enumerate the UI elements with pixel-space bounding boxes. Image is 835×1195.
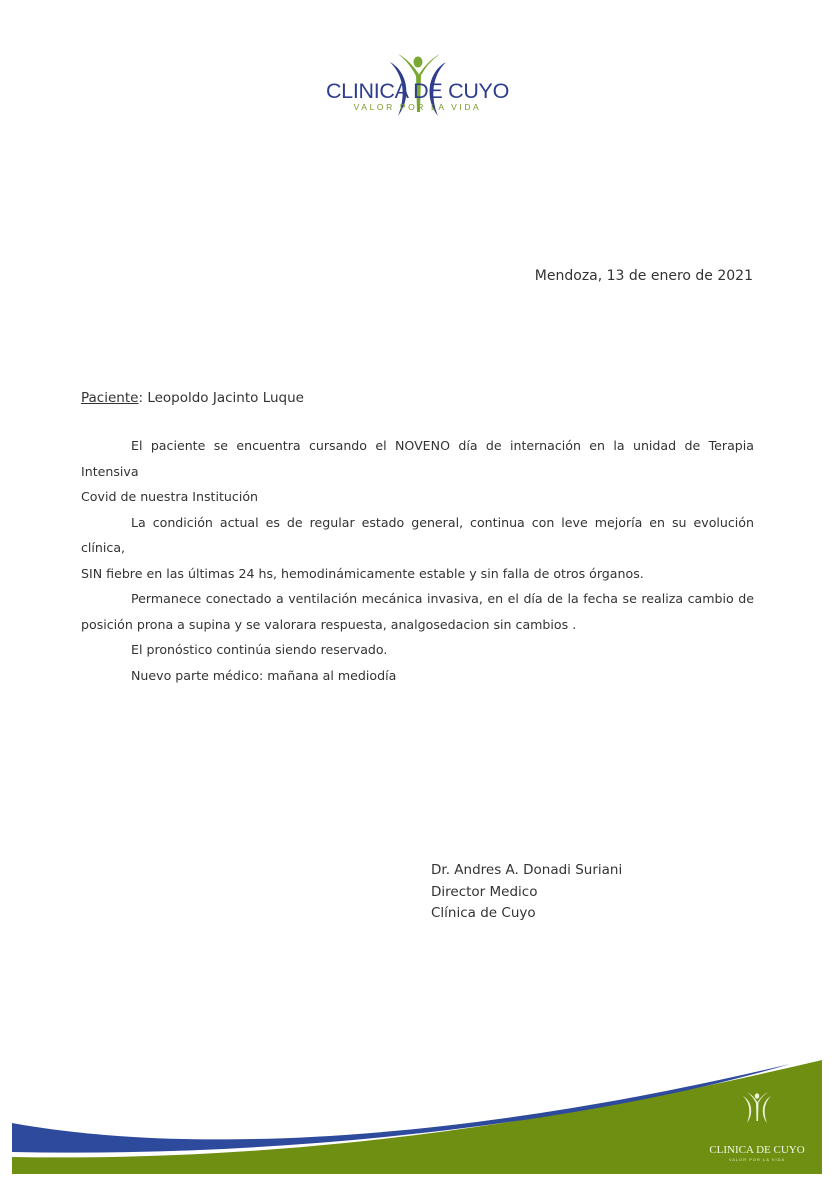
- letter-body: [81, 433, 754, 688]
- patient-label: Paciente: [81, 390, 139, 406]
- paragraph-2-line-1: La condición actual es de regular estado general, continua con leve mejoría en su evolución clínica,: [81, 514, 754, 555]
- paragraph-1-line-1: El paciente se encuentra cursando el NOVENO día de internación en la unidad de Terapia Intensiva: [81, 438, 754, 479]
- footer-green-band: [12, 1060, 822, 1174]
- paragraph-5: Nuevo parte médico: mañana al mediodía: [131, 667, 397, 683]
- signatory-name: Dr. Andres A. Donadi Suriani: [431, 862, 623, 878]
- signatory-institution: Clínica de Cuyo: [431, 905, 536, 921]
- clinic-tagline: VALOR POR LA VIDA: [353, 102, 482, 112]
- footer-tagline: VALOR POR LA VIDA: [728, 1157, 786, 1162]
- signatory-title: Director Medico: [431, 883, 538, 900]
- footer-banner: [0, 1040, 835, 1195]
- paragraph-2-line-2: SIN fiebre en las últimas 24 hs, hemodinámicamente estable y sin falla de otros órganos.: [81, 565, 644, 581]
- footer-clinic-name: CLINICA DE CUYO: [709, 1144, 805, 1156]
- signature-block: [431, 860, 622, 925]
- patient-name: Leopoldo Jacinto Luque: [147, 390, 304, 406]
- patient-separator: :: [138, 390, 144, 406]
- letter-date: Mendoza, 13 de enero de 2021: [534, 268, 753, 284]
- paragraph-3-line-1: Permanece conectado a ventilación mecánica invasiva, en el día de la fecha se realiza cambio de: [131, 591, 754, 606]
- paragraph-3-line-2: posición prona a supina y se valorara respuesta, analgosedacion sin cambios .: [81, 616, 577, 632]
- paragraph-4: El pronóstico continúa siendo reservado.: [131, 642, 388, 657]
- clinic-name: CLINICA DE CUYO: [325, 79, 510, 103]
- paragraph-1-line-2: Covid de nuestra Institución: [81, 489, 259, 504]
- patient-line: [81, 390, 304, 406]
